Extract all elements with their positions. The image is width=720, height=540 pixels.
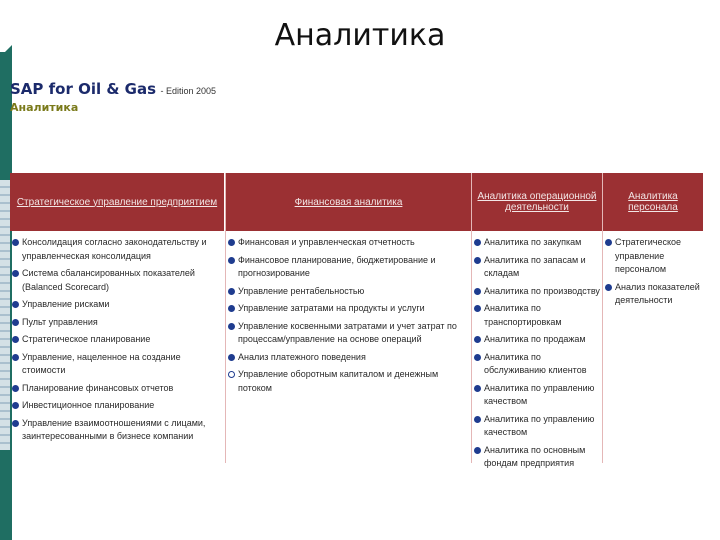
list-item: Финансовое планирование, бюджетирование и прогнозирование <box>226 254 471 281</box>
list-item: Аналитика по запасам и складам <box>472 254 602 281</box>
edition-label: - Edition 2005 <box>160 86 217 96</box>
list-item: Управление, нацеленное на создание стоимости <box>10 351 224 378</box>
list-item: Анализ показателей деятельности <box>603 281 703 308</box>
list-item: Аналитика по производству <box>472 285 602 299</box>
column-personnel <box>602 173 703 463</box>
column-strategic <box>10 173 224 463</box>
bullet-icon <box>474 385 481 392</box>
list-item: Аналитика по обслуживанию клиентов <box>472 351 602 378</box>
bullet-icon <box>474 354 481 361</box>
bullet-icon <box>12 336 19 343</box>
bullet-icon <box>12 354 19 361</box>
bullet-icon <box>12 385 19 392</box>
left-decorative-strip <box>0 180 10 450</box>
list-item: Аналитика по транспортировкам <box>472 302 602 329</box>
list-item: Управление косвенными затратами и учет затрат по процессам/управление на основе операций <box>226 320 471 347</box>
bullet-icon <box>228 257 235 264</box>
bullet-icon <box>228 354 235 361</box>
hollow-bullet-icon <box>228 371 235 378</box>
bullet-icon <box>474 239 481 246</box>
list-item: Аналитика по продажам <box>472 333 602 347</box>
list-item: Управление затратами на продукты и услуги <box>226 302 471 316</box>
column-header: Финансовая аналитика <box>226 173 471 231</box>
bullet-icon <box>12 402 19 409</box>
column-financial <box>225 173 471 463</box>
list-item: Стратегическое планирование <box>10 333 224 347</box>
list-item: Управление оборотным капиталом и денежным потоком <box>226 368 471 395</box>
bullet-icon <box>474 288 481 295</box>
bullet-icon <box>12 239 19 246</box>
bullet-icon <box>474 257 481 264</box>
list-item: Консолидация согласно законодательству и управленческая консолидация <box>10 236 224 263</box>
list-item: Аналитика по закупкам <box>472 236 602 250</box>
list-item: Планирование финансовых отчетов <box>10 382 224 396</box>
bullet-icon <box>12 319 19 326</box>
bullet-icon <box>474 447 481 454</box>
bullet-icon <box>605 284 612 291</box>
column-header: Аналитика операционной деятельности <box>472 173 602 231</box>
list-item: Управление рисками <box>10 298 224 312</box>
edition-subtitle: Аналитика <box>10 101 79 114</box>
bullet-icon <box>605 239 612 246</box>
column-operational <box>471 173 602 468</box>
list-item: Пульт управления <box>10 316 224 330</box>
edition-heading <box>10 82 216 98</box>
list-item: Управление рентабельностью <box>226 285 471 299</box>
list-item: Анализ платежного поведения <box>226 351 471 365</box>
bullet-icon <box>474 336 481 343</box>
bullet-icon <box>12 270 19 277</box>
bullet-icon <box>228 323 235 330</box>
list-item: Инвестиционное планирование <box>10 399 224 413</box>
bullet-icon <box>12 301 19 308</box>
list-item: Управление взаимоотношениями с лицами, заинтересованными в бизнесе компании <box>10 417 224 444</box>
brand-name: SAP for Oil & Gas <box>10 80 157 98</box>
list-item: Система сбалансированных показателей (Balanced Scorecard) <box>10 267 224 294</box>
bullet-icon <box>228 288 235 295</box>
list-item: Аналитика по управлению качеством <box>472 382 602 409</box>
column-header: Аналитика персонала <box>603 173 703 231</box>
list-item: Стратегическое управление персоналом <box>603 236 703 277</box>
bullet-icon <box>474 305 481 312</box>
page-title: Аналитика <box>274 18 446 53</box>
bullet-icon <box>474 416 481 423</box>
bullet-icon <box>228 305 235 312</box>
list-item: Аналитика по основным фондам предприятия <box>472 444 602 471</box>
analytics-table <box>10 173 702 468</box>
bullet-icon <box>228 239 235 246</box>
list-item: Финансовая и управленческая отчетность <box>226 236 471 250</box>
list-item: Аналитика по управлению качеством <box>472 413 602 440</box>
bullet-icon <box>12 420 19 427</box>
column-header: Стратегическое управление предприятием <box>10 173 224 231</box>
